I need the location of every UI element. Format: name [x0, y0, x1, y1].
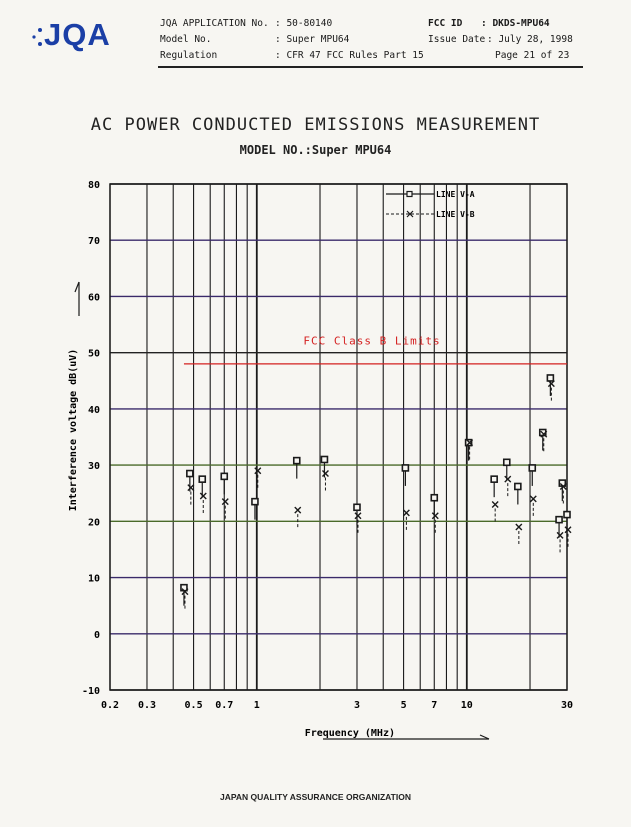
- x-tick-label: 0.2: [100, 700, 120, 711]
- fcc-id-label: FCC ID: [428, 18, 463, 29]
- series-b-marker: [565, 527, 571, 533]
- x-tick-label: 30: [560, 700, 574, 711]
- y-tick-label: -10: [81, 686, 100, 697]
- x-tick-label: 0.3: [137, 700, 157, 711]
- series-b-marker: [432, 513, 438, 519]
- series-b-marker: [516, 524, 522, 530]
- y-tick-label: 60: [87, 292, 100, 304]
- series-b-marker: [222, 499, 228, 505]
- series-a-marker: [504, 459, 510, 465]
- legend-marker-a: [407, 192, 412, 197]
- regulation-label: Regulation: [160, 50, 218, 61]
- series-a-marker: [515, 483, 521, 489]
- chart-title: AC POWER CONDUCTED EMISSIONS MEASUREMENT: [90, 115, 541, 135]
- y-tick-label: 50: [87, 348, 100, 360]
- series-b-marker: [188, 485, 194, 491]
- issue-date-value: : July 28, 1998: [487, 34, 573, 45]
- y-axis-label: Interference voltage dB(uV): [68, 348, 79, 512]
- series-a-marker: [431, 495, 437, 501]
- series-a-marker: [564, 512, 570, 518]
- series-a-marker: [252, 499, 258, 505]
- series-a-marker: [187, 471, 193, 477]
- series-a-marker: [294, 458, 300, 464]
- issue-date-label: Issue Date: [428, 34, 486, 45]
- series-a-marker: [556, 517, 562, 523]
- series-a-marker: [491, 476, 497, 482]
- x-tick-label: 0.7: [215, 700, 234, 711]
- x-tick-label: 5: [400, 700, 407, 711]
- y-tick-label: 80: [87, 180, 100, 191]
- x-tick-label: 1: [253, 700, 260, 711]
- series-a-marker: [466, 440, 472, 446]
- series-b-marker: [492, 501, 498, 507]
- series-b-marker: [557, 532, 563, 538]
- legend-label-b: LINE V-B: [436, 210, 475, 219]
- x-axis-label: Frequency (MHz): [304, 728, 395, 739]
- series-a-marker: [402, 465, 408, 471]
- y-tick-label: 10: [87, 573, 100, 585]
- series-b-marker: [505, 476, 511, 482]
- page-number: Page 21 of 23: [495, 50, 570, 61]
- fcc-id-value: : DKDS-MPU64: [481, 18, 550, 29]
- x-tick-label: 3: [353, 700, 361, 711]
- series-b-marker: [295, 507, 301, 513]
- series-b-marker: [530, 496, 536, 502]
- plot-frame: [110, 184, 567, 690]
- series-a-marker: [354, 504, 360, 510]
- model-label: Model No.: [160, 34, 212, 45]
- x-tick-label: 0.5: [184, 700, 203, 711]
- series-b-marker: [403, 510, 409, 516]
- series-a-marker: [221, 473, 227, 479]
- y-tick-label: 20: [87, 517, 100, 529]
- fcc-limit-label: FCC Class B Limits: [303, 334, 441, 348]
- series-b-marker: [355, 513, 361, 519]
- series-b-marker: [200, 493, 206, 499]
- model-value: : Super MPU64: [275, 34, 350, 45]
- jqa-logo: JQA: [44, 17, 111, 52]
- y-tick-label: 0: [93, 629, 100, 641]
- y-tick-label: 70: [87, 236, 100, 248]
- series-a-marker: [529, 465, 535, 471]
- chart-subtitle: MODEL NO.:Super MPU64: [239, 143, 392, 157]
- y-tick-label: 40: [87, 404, 100, 416]
- series-a-marker: [547, 375, 553, 381]
- series-a-marker: [321, 456, 327, 462]
- regulation-value: : CFR 47 FCC Rules Part 15: [275, 50, 424, 61]
- x-tick-label: 10: [460, 700, 473, 711]
- footer: JAPAN QUALITY ASSURANCE ORGANIZATION: [220, 792, 411, 802]
- y-tick-label: 30: [87, 461, 100, 473]
- app-label: JQA APPLICATION No.: [160, 18, 269, 29]
- series-b-marker: [255, 468, 261, 474]
- app-value: : 50-80140: [275, 18, 333, 29]
- series-b-marker: [322, 471, 328, 477]
- x-tick-label: 7: [431, 700, 438, 711]
- legend-label-a: LINE V-A: [436, 190, 475, 199]
- series-a-marker: [199, 476, 205, 482]
